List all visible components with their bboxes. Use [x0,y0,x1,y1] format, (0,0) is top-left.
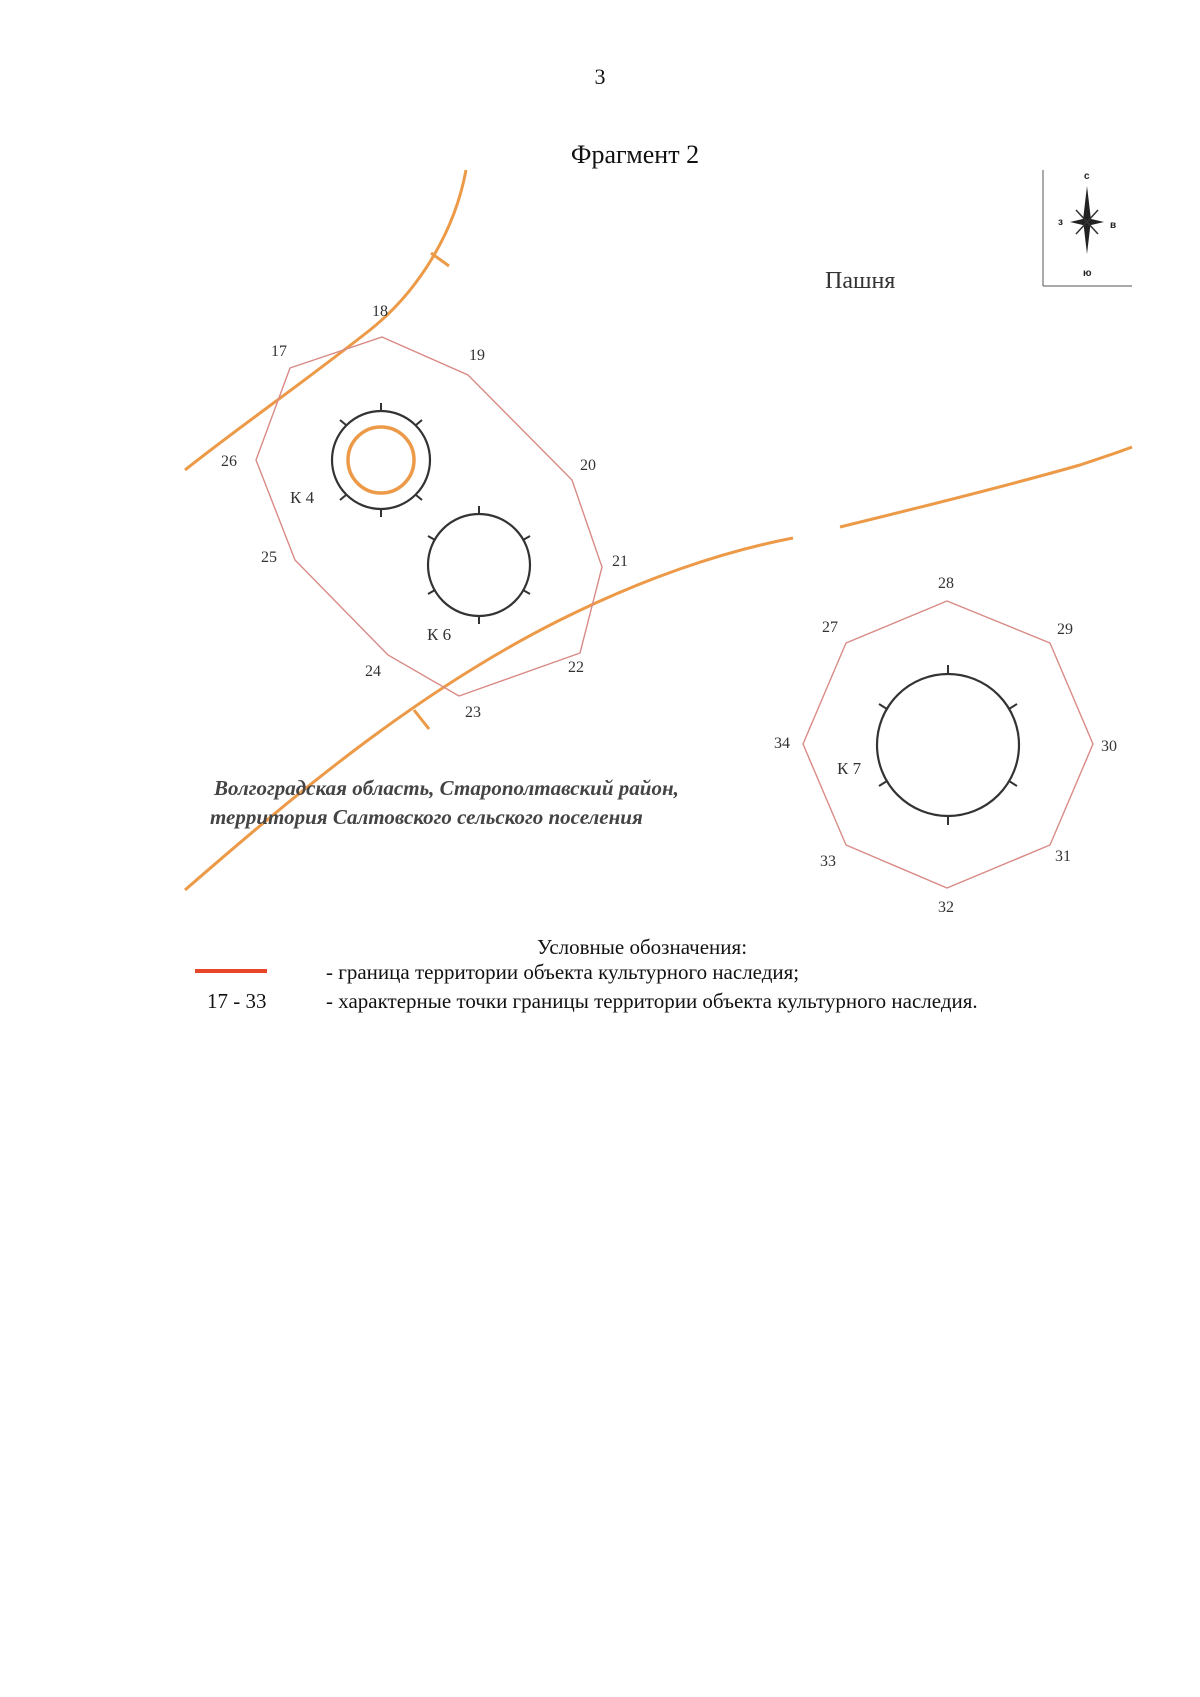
point-label-34: 34 [774,735,790,752]
boundary-polygon-2 [803,601,1093,888]
page-number: 3 [594,64,606,89]
point-label-31: 31 [1055,848,1071,865]
legend-points-description: - характерные точки границы территории объекта культурного наследия. [326,989,978,1013]
mound-label-k4: К 4 [290,488,315,507]
area-label-pashnya: Пашня [825,268,896,294]
compass-west-label: з [1058,217,1063,228]
legend-points-range: 17 - 33 [207,989,267,1013]
region-caption-line2: территория Салтовского сельского поселения [210,805,643,829]
compass-south-label: ю [1083,268,1092,279]
point-label-28: 28 [938,575,954,592]
mound-label-k7: К 7 [837,759,862,778]
point-label-19: 19 [469,347,485,364]
compass-north-label: с [1084,171,1090,182]
compass-rose [1043,170,1132,286]
mound-k7 [877,665,1019,825]
point-label-18: 18 [372,303,388,320]
point-label-17: 17 [271,343,287,360]
road-tick-upper [431,253,449,266]
mound-k6 [428,506,530,624]
legend-boundary-description: - граница территории объекта культурного наследия; [326,960,800,984]
compass-star-icon [1070,186,1104,254]
region-caption-line1: Волгоградская область, Старополтавский район, [214,776,679,800]
legend-boundary-line-swatch [195,969,267,973]
fragment-title: Фрагмент 2 [570,140,700,169]
legend-title: Условные обозначения: [537,935,748,959]
point-label-33: 33 [820,853,836,870]
point-label-29: 29 [1057,621,1073,638]
point-label-24: 24 [365,663,381,680]
compass-east-label: в [1110,220,1117,231]
point-label-22: 22 [568,659,584,676]
point-label-26: 26 [221,453,237,470]
point-label-23: 23 [465,704,481,721]
mound-label-k6: К 6 [427,625,452,644]
road-tick-lower [414,710,429,729]
mound-k4 [332,403,430,517]
point-label-25: 25 [261,549,277,566]
road-curve-lower [185,538,793,890]
point-label-32: 32 [938,899,954,916]
road-curve-upper [185,170,466,470]
point-label-20: 20 [580,457,596,474]
road-segment-right [840,447,1132,527]
point-label-27: 27 [822,619,838,636]
point-label-21: 21 [612,553,628,570]
point-label-30: 30 [1101,738,1117,755]
